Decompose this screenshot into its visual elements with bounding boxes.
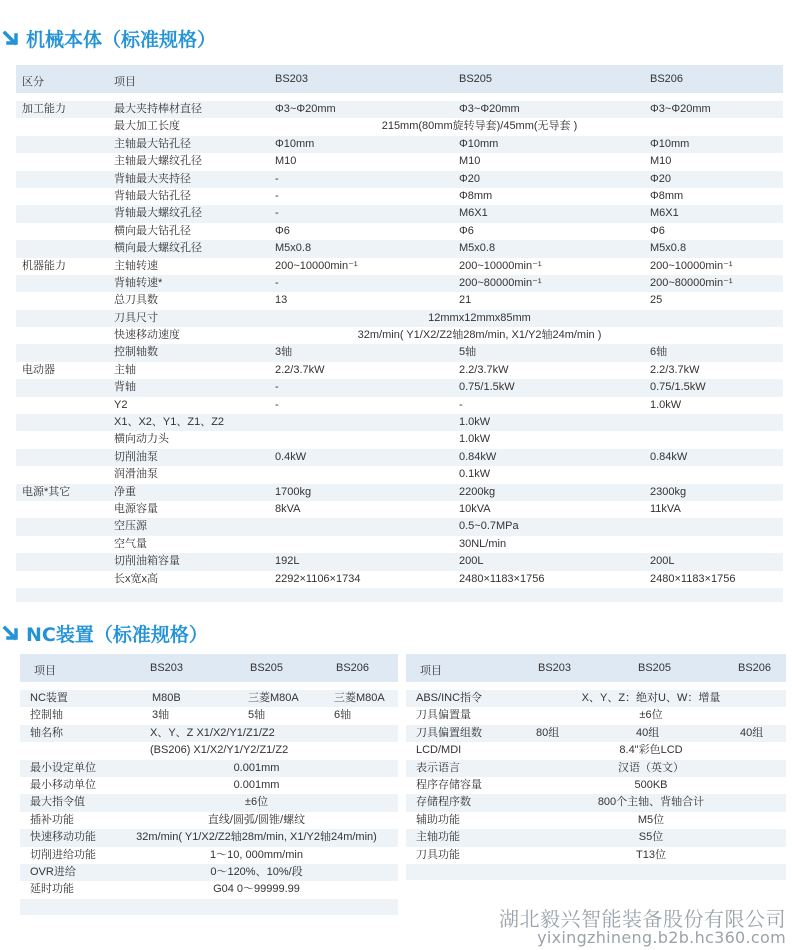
value-bs203: 13 bbox=[275, 294, 288, 307]
nc-spec-table-left bbox=[20, 654, 398, 915]
header-bs203: BS203 bbox=[538, 662, 572, 674]
value-bs205: 5轴 bbox=[248, 709, 266, 722]
row-item: 控制轴数 bbox=[114, 346, 158, 359]
header-bs205: BS205 bbox=[459, 73, 493, 85]
machine-spec-table bbox=[16, 65, 783, 602]
row-item: NC装置 bbox=[30, 692, 68, 704]
row-item: 快速移动速度 bbox=[114, 329, 180, 342]
nc-left-row bbox=[20, 707, 398, 724]
row-item: 最小移动单位 bbox=[30, 778, 96, 791]
section-title-nc bbox=[2, 620, 208, 646]
row-value-all-models: 8.4"彩色LCD bbox=[619, 744, 683, 757]
nc-right-row bbox=[406, 847, 786, 864]
row-item: 润滑油泵 bbox=[114, 468, 158, 481]
value-bs206: M5x0.8 bbox=[650, 242, 687, 255]
row-item: 最小设定单位 bbox=[30, 761, 96, 774]
spec-row bbox=[16, 153, 783, 170]
nc-right-row bbox=[406, 812, 786, 829]
nc-right-row bbox=[406, 707, 786, 724]
value-bs203: M80B bbox=[152, 692, 181, 704]
spec-row bbox=[16, 205, 783, 222]
header-bs206: BS206 bbox=[650, 73, 684, 85]
row-item: 刀具偏置组数 bbox=[416, 726, 482, 739]
spec-row bbox=[16, 310, 783, 327]
nc-right-row bbox=[406, 725, 786, 742]
value-bs206: 200L bbox=[650, 555, 675, 568]
value-bs205: 0.75/1.5kW bbox=[459, 381, 515, 394]
row-item: 最大加工长度 bbox=[114, 120, 180, 133]
spec-row bbox=[16, 397, 783, 414]
arrow-down-right-icon bbox=[2, 623, 22, 643]
row-item: Y2 bbox=[114, 398, 128, 411]
row-item: 背轴 bbox=[114, 381, 136, 394]
row-item: 刀具功能 bbox=[416, 848, 460, 861]
row-value-all-models: 1～10, 000mm/min bbox=[210, 848, 303, 861]
value-bs203: - bbox=[275, 189, 279, 202]
spec-row bbox=[16, 258, 783, 275]
value-bs203: Φ6 bbox=[275, 224, 290, 237]
row-item: 背轴转速* bbox=[114, 276, 163, 289]
row-value-all-models: 215mm(80mm旋转导套)/45mm(无导套 ) bbox=[381, 120, 578, 133]
value-bs205: 0.84kW bbox=[459, 450, 497, 463]
value-bs203: 3轴 bbox=[152, 709, 170, 722]
nc-left-row bbox=[20, 881, 398, 898]
value-bs205: 40组 bbox=[636, 726, 660, 739]
spec-row bbox=[16, 501, 783, 518]
value-bs205: 2.2/3.7kW bbox=[459, 363, 509, 376]
value-bs203: 0.4kW bbox=[275, 450, 307, 463]
row-item: 横向动力头 bbox=[114, 433, 169, 446]
spec-row bbox=[16, 136, 783, 153]
row-item: 控制轴 bbox=[30, 709, 63, 722]
header-item: 项目 bbox=[34, 665, 56, 677]
row-value-all-models: 800个主轴、背轴合计 bbox=[597, 796, 705, 809]
nc-left-row bbox=[20, 794, 398, 811]
spec-row bbox=[16, 449, 783, 466]
section-title-text: NC装置（标准规格） bbox=[26, 623, 208, 646]
row-item: 切削油泵 bbox=[114, 450, 158, 463]
company-url: yixingzhineng.b2b.hc360.com bbox=[537, 928, 786, 947]
company-name: 湖北毅兴智能装备股份有限公司 bbox=[499, 907, 786, 931]
value-bs203: 3轴 bbox=[275, 346, 293, 359]
value-bs206: 200~10000min⁻¹ bbox=[650, 259, 733, 272]
row-item: 最大指令值 bbox=[30, 796, 85, 809]
row-value-shared: 0.1kW bbox=[459, 468, 491, 481]
value-bs206: 1.0kW bbox=[650, 398, 682, 411]
nc-left-body bbox=[20, 690, 398, 899]
header-bs205: BS205 bbox=[638, 662, 672, 674]
nc-left-gap bbox=[20, 682, 398, 690]
row-item: 主轴最大钻孔径 bbox=[114, 137, 191, 150]
row-value-all-models: X、Y、Z：绝对U、W：增量 bbox=[581, 692, 721, 704]
value-bs206: 三菱M80A bbox=[334, 692, 385, 704]
row-value-all-models: 汉语（英文） bbox=[618, 761, 684, 774]
spec-row bbox=[16, 571, 783, 588]
row-item: 最大夹持棒材直径 bbox=[114, 103, 202, 115]
row-value-text: (BS206) X1/X2/Y1/Y2/Z1/Z2 bbox=[150, 744, 289, 757]
row-item: OVR进给 bbox=[30, 865, 76, 878]
value-bs205: 200L bbox=[459, 555, 484, 568]
row-value-all-models: 12mmx12mmx85mm bbox=[428, 311, 531, 324]
value-bs205: 2480×1183×1756 bbox=[459, 572, 545, 585]
nc-left-row bbox=[20, 864, 398, 881]
row-item: 横向最大螺纹孔径 bbox=[114, 242, 202, 255]
row-item: 主轴最大螺纹孔径 bbox=[114, 155, 202, 168]
row-item: LCD/MDI bbox=[416, 744, 462, 757]
value-bs206: 6轴 bbox=[334, 709, 352, 722]
spec-row bbox=[16, 553, 783, 570]
row-item: 背轴最大钻孔径 bbox=[114, 189, 191, 202]
value-bs203: 1700kg bbox=[275, 485, 312, 498]
spec-row bbox=[16, 344, 783, 361]
header-bs203: BS203 bbox=[150, 662, 184, 674]
nc-left-row bbox=[20, 725, 398, 742]
value-bs203: - bbox=[275, 172, 279, 185]
header-category: 区分 bbox=[22, 76, 44, 88]
value-bs203: 192L bbox=[275, 555, 300, 568]
header-item: 项目 bbox=[114, 76, 136, 88]
spec-row bbox=[16, 536, 783, 553]
nc-left-row bbox=[20, 847, 398, 864]
nc-left-row bbox=[20, 777, 398, 794]
row-category: 机器能力 bbox=[22, 259, 66, 272]
value-bs205: M10 bbox=[459, 155, 481, 168]
arrow-down-right-icon bbox=[2, 28, 22, 48]
spec-header-gap bbox=[16, 93, 783, 101]
value-bs206: Φ10mm bbox=[650, 137, 690, 150]
spec-row bbox=[16, 362, 783, 379]
row-item: 主轴功能 bbox=[416, 831, 460, 844]
row-item: 空压源 bbox=[114, 520, 147, 533]
spec-row bbox=[16, 327, 783, 344]
nc-left-row bbox=[20, 812, 398, 829]
row-item: 切削油箱容量 bbox=[114, 555, 180, 568]
value-bs206: 2.2/3.7kW bbox=[650, 363, 700, 376]
section-title-text: 机械本体（标准规格） bbox=[26, 28, 217, 51]
row-item: 刀具尺寸 bbox=[114, 311, 158, 324]
row-value-all-models: 32m/min( Y1/X2/Z2轴28m/min, X1/Y2轴24m/min) bbox=[136, 831, 377, 844]
value-bs205: 10kVA bbox=[459, 502, 491, 515]
spec-row bbox=[16, 414, 783, 431]
value-bs203: M10 bbox=[275, 155, 297, 168]
value-bs205: 200~80000min⁻¹ bbox=[459, 276, 542, 289]
row-item: 总刀具数 bbox=[114, 294, 158, 307]
value-bs203: Φ3~Φ20mm bbox=[275, 103, 336, 115]
value-bs206: 2480×1183×1756 bbox=[650, 572, 736, 585]
nc-right-body bbox=[406, 690, 786, 864]
nc-right-row bbox=[406, 794, 786, 811]
nc-right-end bbox=[406, 864, 786, 880]
row-item: 空气量 bbox=[114, 537, 147, 550]
row-value-shared: 1.0kW bbox=[459, 433, 491, 446]
value-bs206: 25 bbox=[650, 294, 663, 307]
value-bs205: M6X1 bbox=[459, 207, 488, 220]
value-bs203: 200~10000min⁻¹ bbox=[275, 259, 358, 272]
value-bs203: - bbox=[275, 276, 279, 289]
row-category: 加工能力 bbox=[22, 103, 66, 115]
row-item: X1、X2、Y1、Z1、Z2 bbox=[114, 416, 225, 429]
value-bs206: 11kVA bbox=[650, 502, 681, 515]
value-bs206: Φ6 bbox=[650, 224, 665, 237]
value-bs203: 2292×1106×1734 bbox=[275, 572, 361, 585]
row-category: 电动器 bbox=[22, 363, 55, 376]
row-item: 电源容量 bbox=[114, 502, 158, 515]
value-bs206: 6轴 bbox=[650, 346, 668, 359]
nc-left-row bbox=[20, 760, 398, 777]
value-bs206: 200~80000min⁻¹ bbox=[650, 276, 733, 289]
value-bs206: 0.84kW bbox=[650, 450, 688, 463]
spec-row bbox=[16, 188, 783, 205]
row-item: 程序存储容量 bbox=[416, 778, 482, 791]
nc-right-header bbox=[406, 654, 786, 682]
spec-row bbox=[16, 484, 783, 501]
header-bs203: BS203 bbox=[275, 73, 309, 85]
row-value-all-models: M5位 bbox=[637, 813, 665, 826]
row-item: 净重 bbox=[114, 485, 136, 498]
spec-row bbox=[16, 240, 783, 257]
header-bs205: BS205 bbox=[250, 662, 284, 674]
spec-row bbox=[16, 275, 783, 292]
spec-row bbox=[16, 118, 783, 135]
spec-row bbox=[16, 223, 783, 240]
row-item: 辅助功能 bbox=[416, 813, 460, 826]
nc-right-row bbox=[406, 777, 786, 794]
row-item: 长x宽x高 bbox=[114, 572, 158, 585]
value-bs206: Φ8mm bbox=[650, 189, 684, 202]
row-value-all-models: 0～120%、10%/段 bbox=[210, 865, 303, 878]
spec-table-header bbox=[16, 65, 783, 93]
row-item: 主轴 bbox=[114, 363, 136, 376]
value-bs205: 三菱M80A bbox=[248, 692, 299, 704]
value-bs203: - bbox=[275, 398, 279, 411]
nc-right-row bbox=[406, 690, 786, 707]
row-item: 主轴转速 bbox=[114, 259, 158, 272]
row-item: 表示语言 bbox=[416, 761, 460, 774]
row-item: 存储程序数 bbox=[416, 796, 471, 809]
row-value-all-models: ±6位 bbox=[244, 796, 269, 809]
nc-right-row bbox=[406, 829, 786, 846]
row-value-shared: 30NL/min bbox=[459, 537, 507, 550]
nc-left-header bbox=[20, 654, 398, 682]
row-value-all-models: T13位 bbox=[636, 848, 666, 861]
value-bs203: - bbox=[275, 207, 279, 220]
row-item: 横向最大钻孔径 bbox=[114, 224, 191, 237]
spec-row bbox=[16, 171, 783, 188]
row-value-all-models: ±6位 bbox=[639, 709, 663, 722]
spec-table-end bbox=[16, 588, 783, 602]
nc-left-row bbox=[20, 742, 398, 759]
spec-row bbox=[16, 292, 783, 309]
value-bs206: 2300kg bbox=[650, 485, 687, 498]
row-item: 背轴最大螺纹孔径 bbox=[114, 207, 202, 220]
value-bs206: 40组 bbox=[740, 726, 764, 739]
value-bs203: 8kVA bbox=[275, 502, 301, 515]
row-value-shared: 1.0kW bbox=[459, 416, 491, 429]
row-value-all-models: S5位 bbox=[638, 831, 664, 844]
spec-row bbox=[16, 466, 783, 483]
nc-spec-table-right bbox=[406, 654, 786, 880]
nc-left-row bbox=[20, 690, 398, 707]
row-item: 延时功能 bbox=[30, 883, 74, 896]
value-bs205: 21 bbox=[459, 294, 472, 307]
value-bs205: 200~10000min⁻¹ bbox=[459, 259, 542, 272]
spec-row bbox=[16, 431, 783, 448]
section-title-mechanical bbox=[2, 25, 216, 51]
row-item: 快速移动功能 bbox=[30, 831, 96, 844]
row-value-all-models: 直线/圆弧/圆锥/螺纹 bbox=[207, 813, 306, 826]
value-bs203: Φ10mm bbox=[275, 137, 315, 150]
row-item: 刀具偏置量 bbox=[416, 709, 471, 722]
row-item: ABS/INC指令 bbox=[416, 692, 483, 704]
spec-table-body bbox=[16, 101, 783, 588]
value-bs205: Φ8mm bbox=[459, 189, 493, 202]
nc-right-row bbox=[406, 760, 786, 777]
nc-right-gap bbox=[406, 682, 786, 690]
row-value-text: X、Y、Z X1/X2/Y1/Z1/Z2 bbox=[150, 726, 275, 739]
spec-row bbox=[16, 518, 783, 535]
row-item: 切削进给功能 bbox=[30, 848, 96, 861]
nc-left-row bbox=[20, 829, 398, 846]
value-bs206: Φ3~Φ20mm bbox=[650, 103, 711, 115]
row-value-all-models: 0.001mm bbox=[233, 778, 280, 791]
value-bs205: 2200kg bbox=[459, 485, 496, 498]
header-item: 项目 bbox=[420, 665, 442, 677]
row-value-all-models: 32m/min( Y1/X2/Z2轴28m/min, X1/Y2轴24m/min ) bbox=[357, 329, 602, 342]
spec-row bbox=[16, 379, 783, 396]
value-bs203: 80组 bbox=[536, 726, 560, 739]
row-item: 轴名称 bbox=[30, 726, 63, 739]
nc-right-row bbox=[406, 742, 786, 759]
row-item: 插补功能 bbox=[30, 813, 74, 826]
header-bs206: BS206 bbox=[336, 662, 370, 674]
header-bs206: BS206 bbox=[738, 662, 772, 674]
spec-row bbox=[16, 101, 783, 118]
value-bs206: M6X1 bbox=[650, 207, 679, 220]
value-bs205: - bbox=[459, 398, 463, 411]
row-value-all-models: G04 0～99999.99 bbox=[213, 883, 300, 896]
row-item: 背轴最大夹持径 bbox=[114, 172, 191, 185]
value-bs206: 0.75/1.5kW bbox=[650, 381, 706, 394]
nc-left-end bbox=[20, 899, 398, 915]
row-value-all-models: 0.001mm bbox=[233, 761, 280, 774]
value-bs203: 2.2/3.7kW bbox=[275, 363, 325, 376]
row-value-shared: 0.5~0.7MPa bbox=[459, 520, 519, 533]
row-value-all-models: 500KB bbox=[634, 778, 668, 791]
value-bs203: - bbox=[275, 381, 279, 394]
value-bs205: Φ6 bbox=[459, 224, 474, 237]
value-bs203: M5x0.8 bbox=[275, 242, 312, 255]
value-bs205: M5x0.8 bbox=[459, 242, 496, 255]
row-category: 电源*其它 bbox=[22, 485, 71, 498]
value-bs205: Φ10mm bbox=[459, 137, 499, 150]
value-bs205: Φ20 bbox=[459, 172, 481, 185]
value-bs206: Φ20 bbox=[650, 172, 672, 185]
value-bs205: Φ3~Φ20mm bbox=[459, 103, 520, 115]
value-bs205: 5轴 bbox=[459, 346, 477, 359]
value-bs206: M10 bbox=[650, 155, 672, 168]
